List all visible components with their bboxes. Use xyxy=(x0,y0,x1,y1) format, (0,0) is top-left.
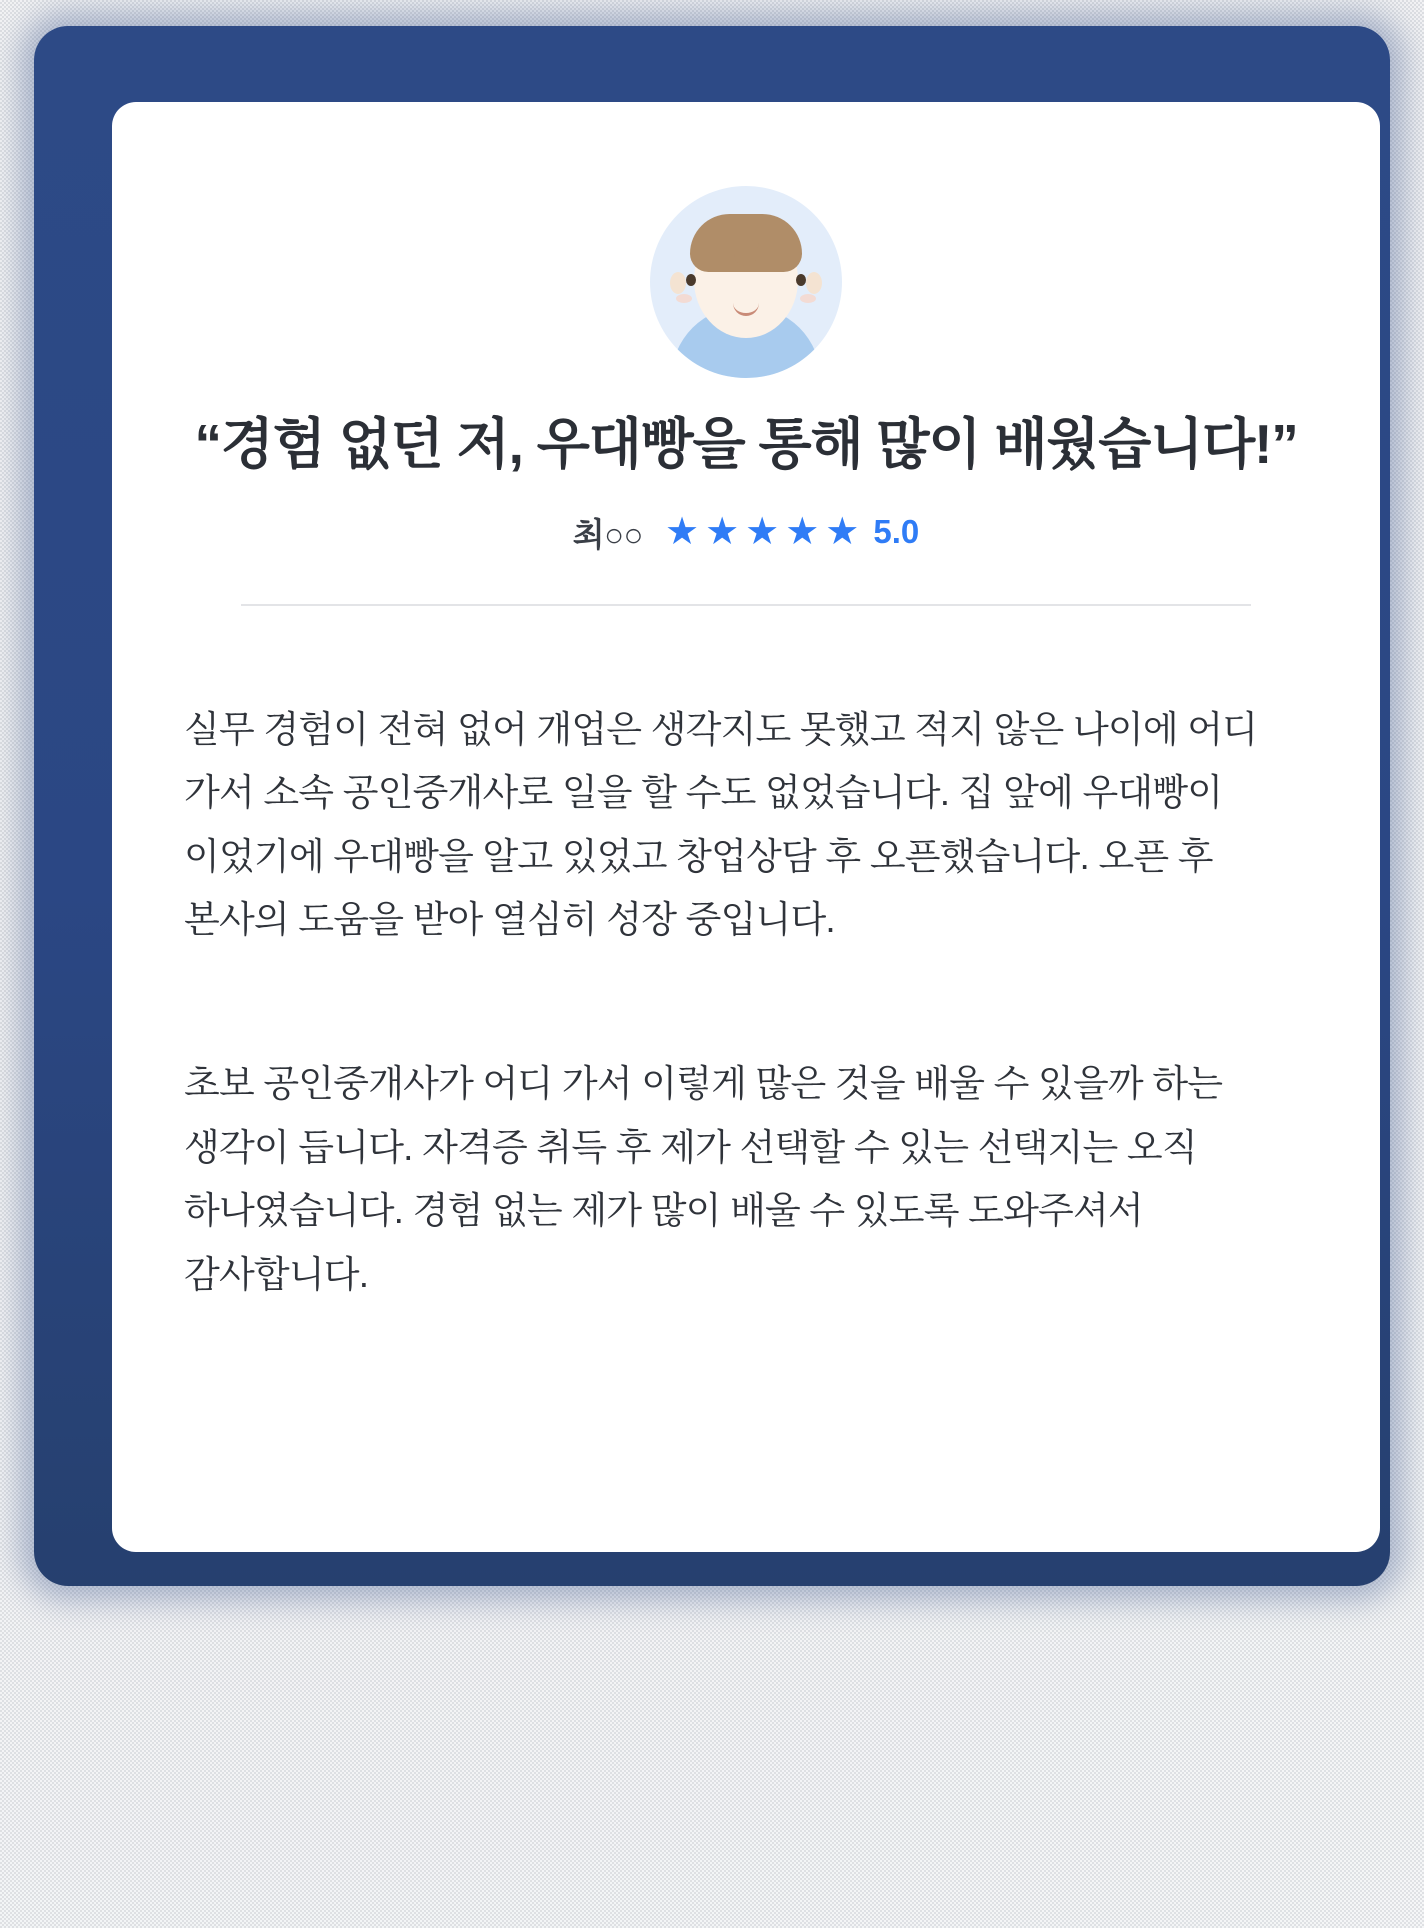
avatar-cheek-left xyxy=(676,294,692,303)
review-quote-title: “경험 없던 저, 우대빵을 통해 많이 배웠습니다!” xyxy=(194,413,1298,475)
star-icon: ★ xyxy=(745,511,780,554)
star-icon: ★ xyxy=(785,511,820,554)
star-icon: ★ xyxy=(705,511,740,554)
avatar xyxy=(650,186,842,378)
avatar-container xyxy=(112,186,1380,378)
review-meta-row xyxy=(112,509,1380,556)
reviewer-name: 최○○ xyxy=(572,515,643,553)
rating-score-label: 5.0 xyxy=(873,513,920,551)
rating-stars xyxy=(664,511,920,554)
section-divider xyxy=(241,604,1251,606)
avatar-eye-left xyxy=(686,274,696,286)
avatar-ear-right xyxy=(806,272,822,294)
review-paragraph-1: 실무 경험이 전혀 없어 개업은 생각지도 못했고 적지 않은 나이에 어디 가서 소속 공인중개사로 일을 할 수도 없었습니다. 집 앞에 우대빵이 이었기에 우대빵을 알고 있었고 창업상담 후 오픈했습니다. 오픈 후 본사의 도움을 받아 열심히 성장 중입니다. xyxy=(184,708,1258,941)
review-card-frame xyxy=(34,26,1390,1586)
avatar-eye-right xyxy=(796,274,806,286)
avatar-hair-shape xyxy=(690,214,802,272)
review-card xyxy=(112,102,1380,1552)
star-icon: ★ xyxy=(664,511,700,554)
review-paragraph-2: 초보 공인중개사가 어디 가서 이렇게 많은 것을 배울 수 있을까 하는 생각이 듭니다. 자격증 취득 후 제가 선택할 수 있는 선택지는 오직 하나였습니다. 경험 없는 제가 많이 배울 수 있도록 도와주셔서 감사합니다. xyxy=(184,1063,1223,1295)
avatar-cheek-right xyxy=(800,294,816,303)
avatar-ear-left xyxy=(670,272,686,294)
star-icon: ★ xyxy=(825,511,860,554)
